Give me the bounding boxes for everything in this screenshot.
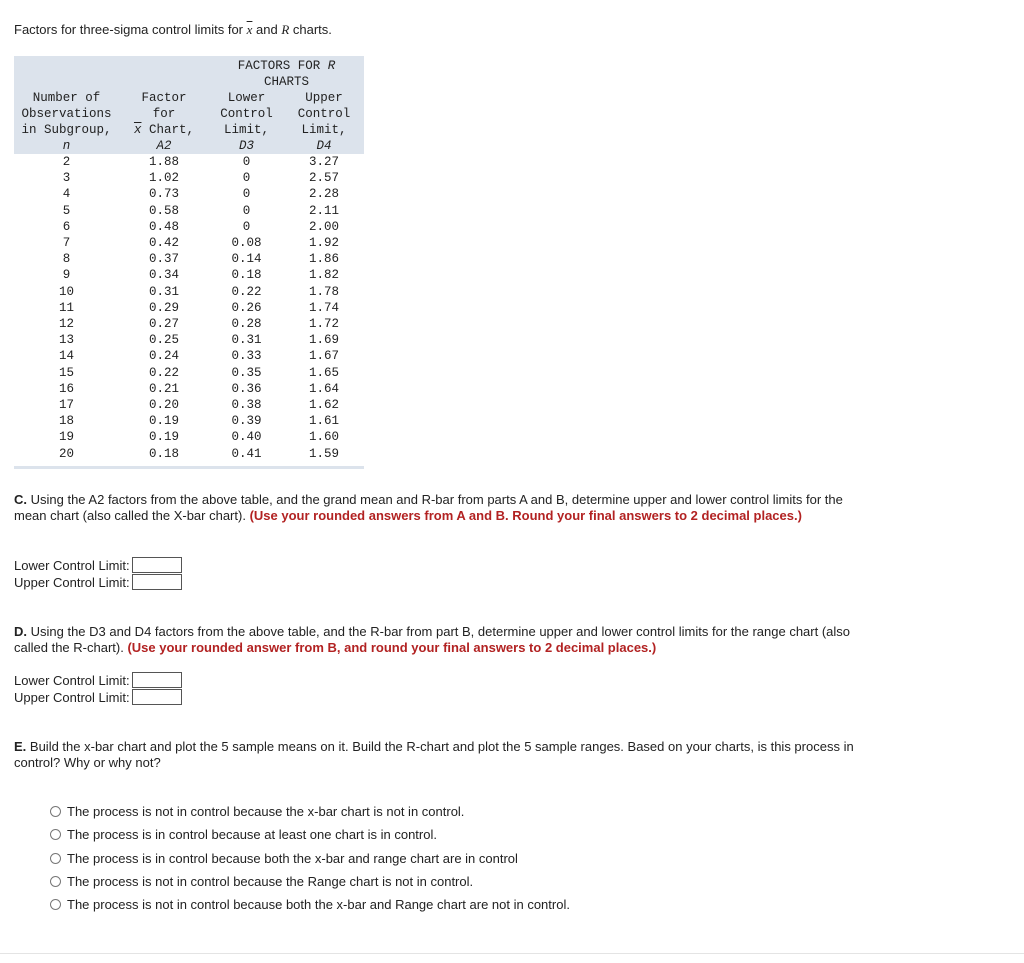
cell-d3: 0.33: [231, 349, 262, 364]
part-c-lcl-input[interactable]: [132, 557, 182, 573]
cell-d3: 0.28: [231, 317, 262, 332]
cell-n: 3: [62, 171, 71, 186]
cell-n: 18: [58, 414, 74, 429]
cell-d4: 1.62: [308, 398, 339, 413]
cell-a2: 0.34: [148, 268, 179, 283]
table-row: [14, 186, 364, 202]
cell-a2: 0.20: [148, 398, 179, 413]
option-2[interactable]: The process is in control because at least one chart is in control.: [50, 823, 570, 846]
part-c-ucl-label: Upper Control Limit:: [14, 574, 130, 590]
cell-n: 14: [58, 349, 74, 364]
cell-d4: 1.74: [308, 300, 339, 315]
table-row: [14, 219, 364, 235]
cell-d3: 0.41: [231, 446, 262, 461]
part-d-emphasis: (Use your rounded answer from B, and round your final answers to 2 decimal places.): [127, 640, 657, 655]
table-row: [14, 251, 364, 267]
cell-d3: 0.31: [231, 333, 262, 348]
part-e-text: Build the x-bar chart and plot the 5 sample means on it. Build the R-chart and plot the 5 sample ranges. Based on your charts, is this process in control? Why or why not?: [14, 739, 854, 770]
part-c-ucl-row: [14, 574, 182, 590]
cell-a2: 0.25: [148, 333, 179, 348]
cell-n: 7: [62, 236, 71, 251]
cell-d4: 2.57: [308, 171, 339, 186]
r-symbol: R: [281, 22, 290, 37]
cell-n: 2: [62, 155, 71, 169]
table-row: [14, 413, 364, 429]
cell-d3: 0.40: [231, 430, 262, 445]
cell-d4: 1.59: [308, 446, 339, 461]
cell-d3: 0.38: [231, 398, 262, 413]
cell-n: 5: [62, 203, 71, 218]
table-row: [14, 267, 364, 283]
part-d-lcl-row: [14, 672, 182, 688]
part-d-question: [14, 624, 864, 656]
cell-d4: 1.72: [308, 317, 339, 332]
radio-icon[interactable]: [50, 899, 61, 910]
cell-a2: 0.24: [148, 349, 179, 364]
cell-a2: 1.88: [148, 155, 179, 169]
part-d-ucl-row: [14, 689, 182, 705]
cell-d4: 1.67: [308, 349, 339, 364]
cell-d3: 0.14: [231, 252, 262, 267]
caption-middle: and: [252, 22, 282, 37]
header-lower-limit: Lower Control Limit,: [220, 91, 273, 137]
table-row: [14, 203, 364, 219]
cell-n: 17: [58, 398, 74, 413]
table-row: [14, 316, 364, 332]
part-d-ucl-input[interactable]: [132, 689, 182, 705]
symbol-d3: D3: [238, 139, 254, 153]
cell-d4: 1.78: [308, 284, 339, 299]
table-caption: [14, 22, 332, 38]
table-row: [14, 381, 364, 397]
cell-d4: 1.65: [308, 365, 339, 380]
part-d-lcl-label: Lower Control Limit:: [14, 672, 130, 688]
header-factor: Factor for $\overline{x}$ Chart,: [133, 91, 195, 137]
part-d-ucl-label: Upper Control Limit:: [14, 689, 130, 705]
cell-d4: 1.60: [308, 430, 339, 445]
table-bottom-bar: [14, 466, 364, 469]
table-row: [14, 365, 364, 381]
radio-icon[interactable]: [50, 876, 61, 887]
table-row: [14, 348, 364, 364]
cell-d3: 0.18: [231, 268, 262, 283]
factors-table-body: [14, 154, 364, 466]
cell-n: 8: [62, 252, 71, 267]
part-c-text: Using the A2 factors from the above table, and the grand mean and R-bar from parts A and B, determine upper and lower control limits for the mean chart (also called the X-bar chart).: [14, 492, 843, 523]
group-header-text: FACTORS FOR R CHARTS: [237, 59, 336, 89]
option-4[interactable]: The process is not in control because the Range chart is not in control.: [50, 870, 570, 893]
part-c-lcl-label: Lower Control Limit:: [14, 557, 130, 573]
part-d-text: Using the D3 and D4 factors from the above table, and the R-bar from part B, determine upper and lower control limits for the range chart (also called the R-chart).: [14, 624, 851, 655]
part-d-label: D.: [14, 624, 27, 639]
radio-icon[interactable]: [50, 806, 61, 817]
cell-d3: 0.22: [231, 284, 262, 299]
cell-d3: 0: [242, 203, 251, 218]
radio-icon[interactable]: [50, 829, 61, 840]
table-row: [14, 300, 364, 316]
part-e-options: [50, 800, 570, 916]
cell-d3: 0: [242, 155, 251, 169]
symbol-row: [14, 138, 364, 154]
symbol-a2: A2: [156, 139, 172, 153]
part-e-question: [14, 739, 864, 771]
cell-a2: 0.27: [148, 317, 179, 332]
cell-d3: 0.35: [231, 365, 262, 380]
caption-suffix: charts.: [289, 22, 332, 37]
bottom-divider: [0, 953, 1024, 954]
cell-a2: 0.58: [148, 203, 179, 218]
cell-n: 15: [58, 365, 74, 380]
part-c-lcl-row: [14, 557, 182, 573]
cell-n: 19: [58, 430, 74, 445]
table-row: [14, 397, 364, 413]
cell-d3: 0.08: [231, 236, 262, 251]
part-c-label: C.: [14, 492, 27, 507]
cell-n: 12: [58, 317, 74, 332]
factors-table-container: [14, 56, 364, 469]
part-c-ucl-input[interactable]: [132, 574, 182, 590]
table-row: [14, 284, 364, 300]
cell-d4: 1.82: [308, 268, 339, 283]
xbar-symbol: $\overline{x}$: [246, 22, 253, 37]
cell-d4: 1.86: [308, 252, 339, 267]
symbol-n: n: [62, 139, 71, 153]
cell-d3: 0.39: [231, 414, 262, 429]
cell-d4: 1.69: [308, 333, 339, 348]
table-row: [14, 446, 364, 466]
cell-n: 20: [58, 446, 74, 461]
cell-a2: 0.29: [148, 300, 179, 315]
table-row: [14, 170, 364, 186]
cell-n: 9: [62, 268, 71, 283]
cell-d4: 1.92: [308, 236, 339, 251]
table-row: [14, 235, 364, 251]
header-upper-limit: Upper Control Limit,: [297, 91, 351, 137]
radio-icon[interactable]: [50, 853, 61, 864]
cell-a2: 1.02: [148, 171, 179, 186]
table-row: [14, 332, 364, 348]
cell-d3: 0: [242, 171, 251, 186]
cell-n: 6: [62, 219, 71, 234]
factors-table: [14, 56, 364, 466]
cell-d4: 1.64: [308, 381, 339, 396]
group-header-row: [14, 56, 364, 90]
cell-a2: 0.19: [148, 430, 179, 445]
symbol-d4: D4: [316, 139, 332, 153]
caption-prefix: Factors for three-sigma control limits for: [14, 22, 247, 37]
option-1[interactable]: The process is not in control because the x-bar chart is not in control.: [50, 800, 570, 823]
cell-d4: 2.11: [308, 203, 339, 218]
cell-a2: 0.31: [148, 284, 179, 299]
cell-d4: 2.00: [308, 219, 339, 234]
option-3[interactable]: The process is in control because both the x-bar and range chart are in control: [50, 847, 570, 870]
cell-n: 4: [62, 187, 71, 202]
cell-a2: 0.73: [148, 187, 179, 202]
cell-d3: 0: [242, 219, 251, 234]
cell-d3: 0.26: [231, 300, 262, 315]
cell-d4: 3.27: [308, 155, 339, 169]
cell-n: 11: [58, 300, 74, 315]
part-c-question: [14, 492, 864, 524]
cell-n: 13: [58, 333, 74, 348]
cell-d3: 0: [242, 187, 251, 202]
option-5[interactable]: The process is not in control because both the x-bar and Range chart are not in control.: [50, 893, 570, 916]
cell-a2: 0.37: [148, 252, 179, 267]
cell-a2: 0.22: [148, 365, 179, 380]
header-observations: Number of Observations in Subgroup,: [21, 91, 112, 137]
table-row: [14, 429, 364, 445]
group-header: [209, 56, 364, 90]
cell-d4: 1.61: [308, 414, 339, 429]
table-row: [14, 154, 364, 170]
cell-a2: 0.21: [148, 381, 179, 396]
part-d-lcl-input[interactable]: [132, 672, 182, 688]
cell-d4: 2.28: [308, 187, 339, 202]
cell-n: 16: [58, 381, 74, 396]
cell-a2: 0.48: [148, 219, 179, 234]
cell-n: 10: [58, 284, 74, 299]
cell-a2: 0.19: [148, 414, 179, 429]
cell-a2: 0.42: [148, 236, 179, 251]
part-c-emphasis: (Use your rounded answers from A and B. Round your final answers to 2 decimal places.): [249, 508, 802, 523]
column-header-row: [14, 90, 364, 138]
cell-d3: 0.36: [231, 381, 262, 396]
cell-a2: 0.18: [148, 446, 179, 461]
part-e-label: E.: [14, 739, 27, 754]
